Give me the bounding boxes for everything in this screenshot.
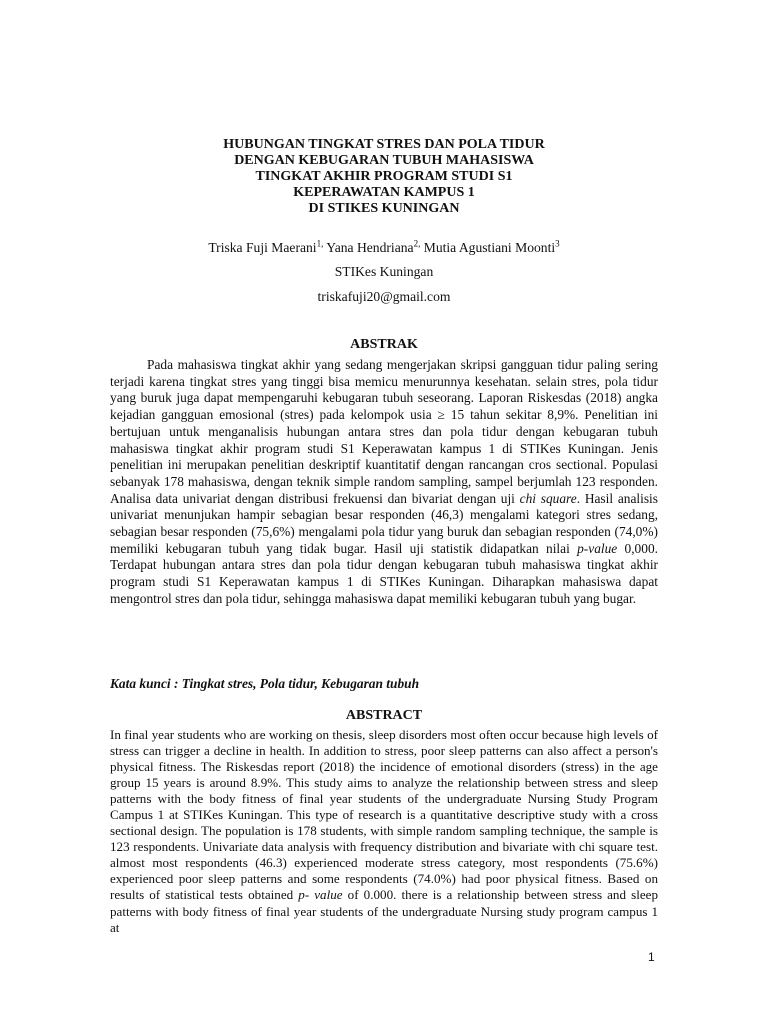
title-line: DENGAN KEBUGARAN TUBUH MAHASISWA xyxy=(234,153,534,168)
affiliation: STIKes Kuningan xyxy=(334,264,434,279)
abstract-paragraph xyxy=(110,727,658,936)
title-line: TINGKAT AKHIR PROGRAM STUDI S1 xyxy=(255,169,513,184)
author-name: Mutia Agustiani Moonti xyxy=(420,240,556,255)
keywords: Kata kunci : Tingkat stres, Pola tidur, Kebugaran tubuh xyxy=(110,676,420,691)
abstract-heading: ABSTRACT xyxy=(345,708,423,723)
abstract-italic-term: p- value xyxy=(298,887,343,903)
author-name: Triska Fuji Maerani xyxy=(208,240,317,255)
page-number: 1 xyxy=(648,950,655,964)
abstrak-italic-term: chi square xyxy=(519,490,577,506)
author-superscript: 2, xyxy=(413,238,421,249)
paper-title xyxy=(100,137,668,217)
abstrak-text: Pada mahasiswa tingkat akhir yang sedang mengerjakan skripsi gangguan tidur paling sering terjadi karena tingkat stres yang tinggi bisa memicu menurunnya kesehatan. selain stres, pola tidur yang buruk juga dapat mempengaruhi kebugaran tubuh seseorang. Laporan Riskesdas (2018) angka kejadian gangguan emosional (stres) pada kelompok usia ≥ 15 tahun sekitar 8,9%. Penelitian ini bertujuan untuk menganalisis hubungan antara stres dan pola tidur dengan kebugaran tubuh mahasiswa tingkat akhir program studi S1 Keperawatan kampus 1 di STIKes Kuningan. Jenis penelitian ini merupakan penelitian deskriptif kuantitatif dengan rancangan cros sectional. Populasi sebanyak 178 mahasiswa, dengan teknik simple random sampling, sampel berjumlah 123 responden. Analisa data univariat dengan distribusi frekuensi dan bivariat dengan uji xyxy=(110,357,658,506)
abstrak-text: . Hasil analisis univariat menunjukan hampir sebagian besar responden (46,3) mengalami kategori stres sedang, sebagian besar responden (75,6%) mengalami pola tidur yang buruk dan sebagian responden (74,0%) memiliki kebugaran tubuh yang tidak bugar. Hasil uji statistik didapatkan nilai xyxy=(110,490,658,556)
author-list xyxy=(100,240,668,256)
author-superscript: 1, xyxy=(316,238,324,249)
abstract-text: In final year students who are working on thesis, sleep disorders most often occur because high levels of stress can trigger a decline in health. In addition to stress, poor sleep patterns can also affect a person's physical fitness. The Riskesdas report (2018) the incidence of emotional disorders (stress) in the age group 15 years is around 8.9%. This study aims to analyze the relationship between stress and sleep patterns with the body fitness of final year students of the undergraduate Nursing Study Program Campus 1 at STIKes Kuningan. This type of research is a quantitative descriptive study with a cross sectional design. The population is 178 students, with simple random sampling technique, the sample is 123 respondents. Univariate data analysis with frequency distribution and bivariate with chi square test. almost most respondents (46.3) experienced moderate stress category, most respondents (75.6%) experienced poor sleep patterns and some respondents (74.0%) had poor physical fitness. Based on results of statistical tests obtained xyxy=(110,727,658,903)
title-line: HUBUNGAN TINGKAT STRES DAN POLA TIDUR xyxy=(223,137,545,152)
abstrak-heading: ABSTRAK xyxy=(350,337,418,352)
title-line: DI STIKES KUNINGAN xyxy=(308,201,460,216)
author-superscript: 3 xyxy=(555,238,560,249)
abstrak-italic-term: p-value xyxy=(577,540,618,556)
abstrak-text: 0,000. Terdapat hubungan antara stres dan pola tidur dengan kebugaran tubuh mahasiswa tingkat akhir program studi S1 Keperawatan kampus 1 di STIKes Kuningan. Diharapkan mahasiswa dapat mengontrol stres dan pola tidur, sehingga mahasiswa dapat memiliki kebugaran tubuh yang bugar. xyxy=(110,540,658,606)
author-email: triskafuji20@gmail.com xyxy=(317,289,451,304)
abstrak-paragraph xyxy=(110,357,658,608)
abstract-text: of 0.000. there is a relationship between stress and sleep patterns with body fitness of final year students of the undergraduate Nursing study program campus 1 at xyxy=(110,887,659,935)
title-line: KEPERAWATAN KAMPUS 1 xyxy=(293,185,475,200)
author-name: Yana Hendriana xyxy=(323,240,414,255)
